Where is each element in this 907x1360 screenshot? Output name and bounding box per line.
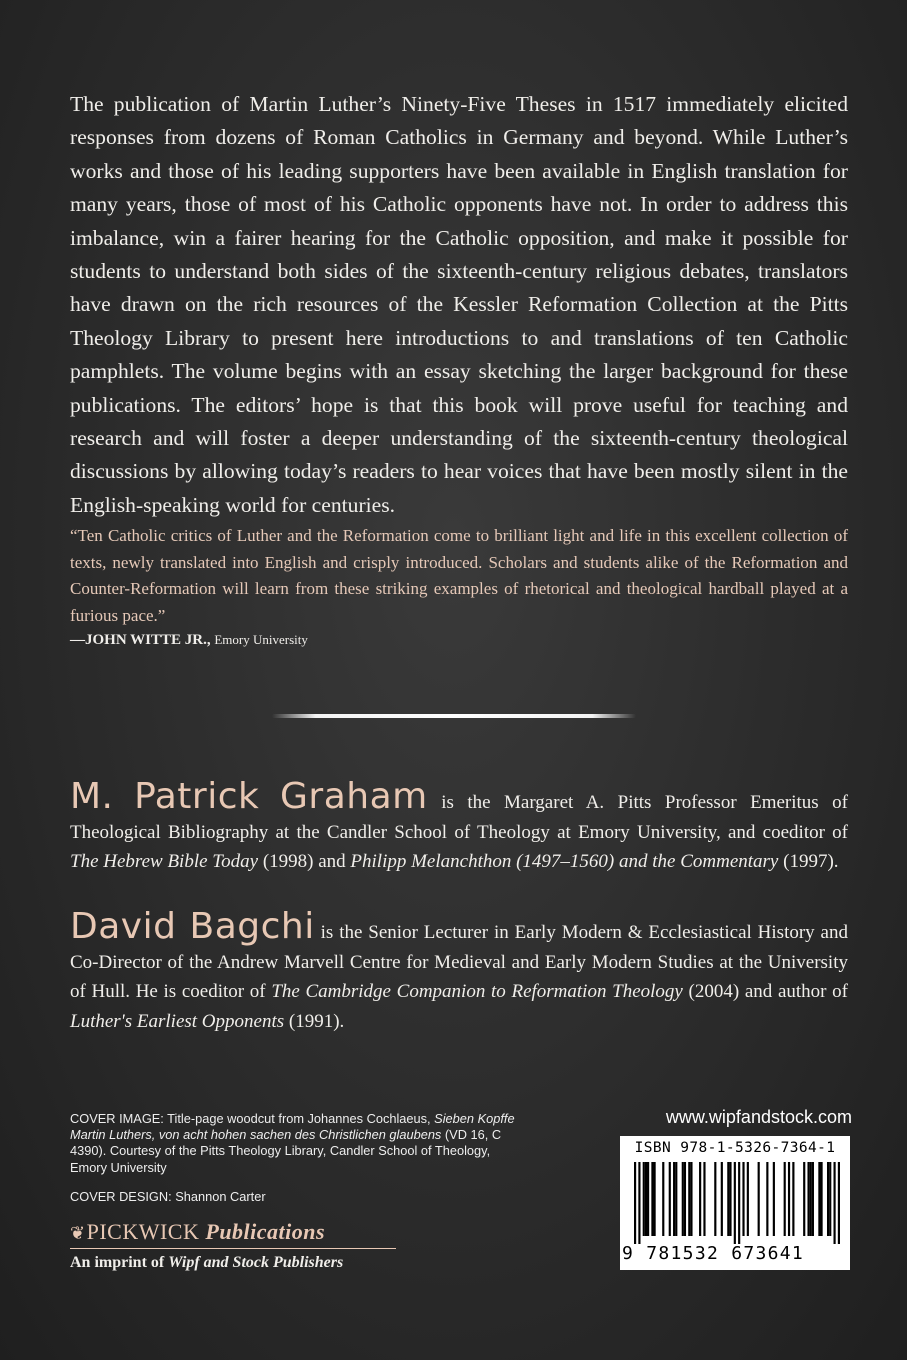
publisher-wordmark	[70, 1219, 396, 1245]
barcode-bar	[734, 1162, 736, 1244]
endorser-name: —JOHN WITTE JR.,	[70, 632, 211, 648]
barcode-bar	[729, 1162, 731, 1236]
barcode-bar	[742, 1162, 744, 1236]
barcode-bar	[827, 1162, 829, 1236]
barcode-bar	[675, 1162, 677, 1236]
credit-text: Title-page woodcut from Johannes Cochlaeus,	[163, 1111, 435, 1126]
bio-text: (2004) and author of	[682, 981, 848, 1002]
cover-image-credit	[70, 1111, 520, 1176]
bio-text: (1998) and	[258, 851, 351, 872]
barcode-bar	[682, 1162, 684, 1236]
bio-text: is the Senior Lecturer in Early Modern & Ecclesiastical History and Co-Director of the Andrew Marvell Centre for Medieval and Early Modern Studies at the University of Hull. He is coeditor of	[70, 922, 848, 1002]
bio-text: is the Margaret A. Pitts Professor Emeritus of Theological Bibliography at the Candler School of Theology at Emory University, and coeditor of	[70, 792, 848, 843]
barcode-bar	[634, 1162, 636, 1244]
publisher-logo	[70, 1219, 396, 1272]
barcode-bar	[699, 1162, 701, 1236]
barcode-bar	[838, 1162, 840, 1244]
barcode-bar	[654, 1162, 656, 1236]
barcode-bars	[634, 1162, 840, 1244]
endorsement-quote: “Ten Catholic critics of Luther and the Reformation come to brilliant light and life in this excellent collection of texts, newly translated into English and crisply introduced. Scholars and students alike of the Reformation and Counter-Reformation will learn from these striking examples of rhetorical and theological hardball played at a furious pace.”	[70, 526, 848, 625]
barcode-bar	[810, 1162, 812, 1236]
barcode-bar	[788, 1162, 790, 1236]
barcode-bar	[647, 1162, 649, 1236]
credit-label: COVER DESIGN:	[70, 1189, 172, 1204]
barcode-bar	[662, 1162, 664, 1236]
barcode-bar	[766, 1162, 768, 1236]
barcode-bar	[818, 1162, 820, 1236]
barcode-bar	[673, 1162, 675, 1236]
barcode-bar	[829, 1162, 831, 1236]
barcode-bar	[688, 1162, 690, 1236]
author-bio-graham	[70, 776, 848, 877]
barcode-bar	[645, 1162, 647, 1236]
imprint-publisher: Wipf and Stock Publishers	[168, 1254, 344, 1271]
book-title: Luther's Earliest Opponents	[70, 1010, 285, 1032]
section-divider	[272, 714, 636, 718]
imprint-text: An imprint of	[70, 1254, 169, 1271]
barcode-bar	[784, 1162, 786, 1236]
book-title: Philipp Melanchthon (1497–1560) and the Commentary	[350, 851, 779, 872]
endorser-affiliation: Emory University	[214, 632, 308, 647]
barcode-bar	[812, 1162, 814, 1236]
barcode-bar	[833, 1162, 835, 1244]
barcode-bar	[758, 1162, 760, 1236]
barcode-bar	[690, 1162, 692, 1236]
barcode-bar	[643, 1162, 645, 1236]
credit-title: Sieben Kopffe Martin Luthers, von acht hohen sachen des Christlichen glaubens	[70, 1111, 515, 1143]
barcode-bar	[703, 1162, 705, 1236]
credit-text: (VD 16, C 4390). Courtesy of the Pitts Theology Library, Candler School of Theology, Emory University	[70, 1127, 502, 1175]
credit-label: COVER IMAGE:	[70, 1111, 164, 1126]
book-title: The Cambridge Companion to Reformation Theology	[271, 981, 683, 1002]
description-paragraph: The publication of Martin Luther’s Ninety-Five Theses in 1517 immediately elicited responses from dozens of Roman Catholics in Germany and beyond. While Luther’s works and those of his leading supporters have been available in English translation for many years, those of most of his Catholic opponents have not. In order to address this imbalance, win a fairer hearing for the Catholic opposition, and make it possible for students to understand both sides of the sixteenth-century religious debates, translators have drawn on the rich resources of the Kessler Reformation Collection at the Pitts Theology Library to present here introductions to and translations of ten Catholic pamphlets. The volume begins with an essay sketching the larger background for these publications. The editors’ hope is that this book will prove useful for teaching and research and will foster a deeper understanding of the sixteenth-century theological discussions by allowing today’s readers to hear voices that have been mostly silent in the English-speaking world for centuries.	[70, 92, 848, 517]
barcode-bar	[738, 1162, 740, 1244]
barcode-bar	[669, 1162, 671, 1236]
barcode-digits: 9 781532 673641	[622, 1243, 805, 1264]
author-name: M. Patrick Graham	[70, 776, 428, 817]
fleuron-icon: ❦	[70, 1223, 86, 1243]
publisher-rule	[70, 1248, 396, 1249]
author-name: David Bagchi	[70, 906, 315, 947]
publisher-publications: Publications	[205, 1219, 326, 1244]
book-title: The Hebrew Bible Today	[70, 851, 259, 872]
barcode-bar	[727, 1162, 729, 1236]
bio-text: (1991).	[284, 1010, 345, 1032]
cover-design-credit	[70, 1189, 266, 1204]
barcode-bar	[803, 1162, 805, 1236]
author-bio-bagchi	[70, 906, 848, 1036]
publisher-website: www.wipfandstock.com	[665, 1107, 852, 1127]
isbn-barcode	[620, 1136, 850, 1270]
barcode-bar	[773, 1162, 775, 1236]
barcode-bar	[651, 1162, 653, 1236]
barcode-bar	[638, 1162, 640, 1244]
publisher-name: PICKWICK	[86, 1219, 200, 1244]
bio-text: (1997).	[778, 851, 839, 872]
barcode-bar	[820, 1162, 822, 1236]
publisher-imprint	[70, 1254, 396, 1272]
endorsement-attribution	[70, 632, 308, 649]
barcode-bar	[721, 1162, 723, 1236]
barcode-bar	[684, 1162, 686, 1236]
designer-name: Shannon Carter	[171, 1189, 266, 1204]
barcode-bar	[714, 1162, 716, 1236]
barcode-bar	[807, 1162, 809, 1236]
isbn-label: ISBN 978-1-5326-7364-1	[634, 1140, 836, 1156]
barcode-bar	[747, 1162, 749, 1236]
barcode-bar	[792, 1162, 794, 1236]
